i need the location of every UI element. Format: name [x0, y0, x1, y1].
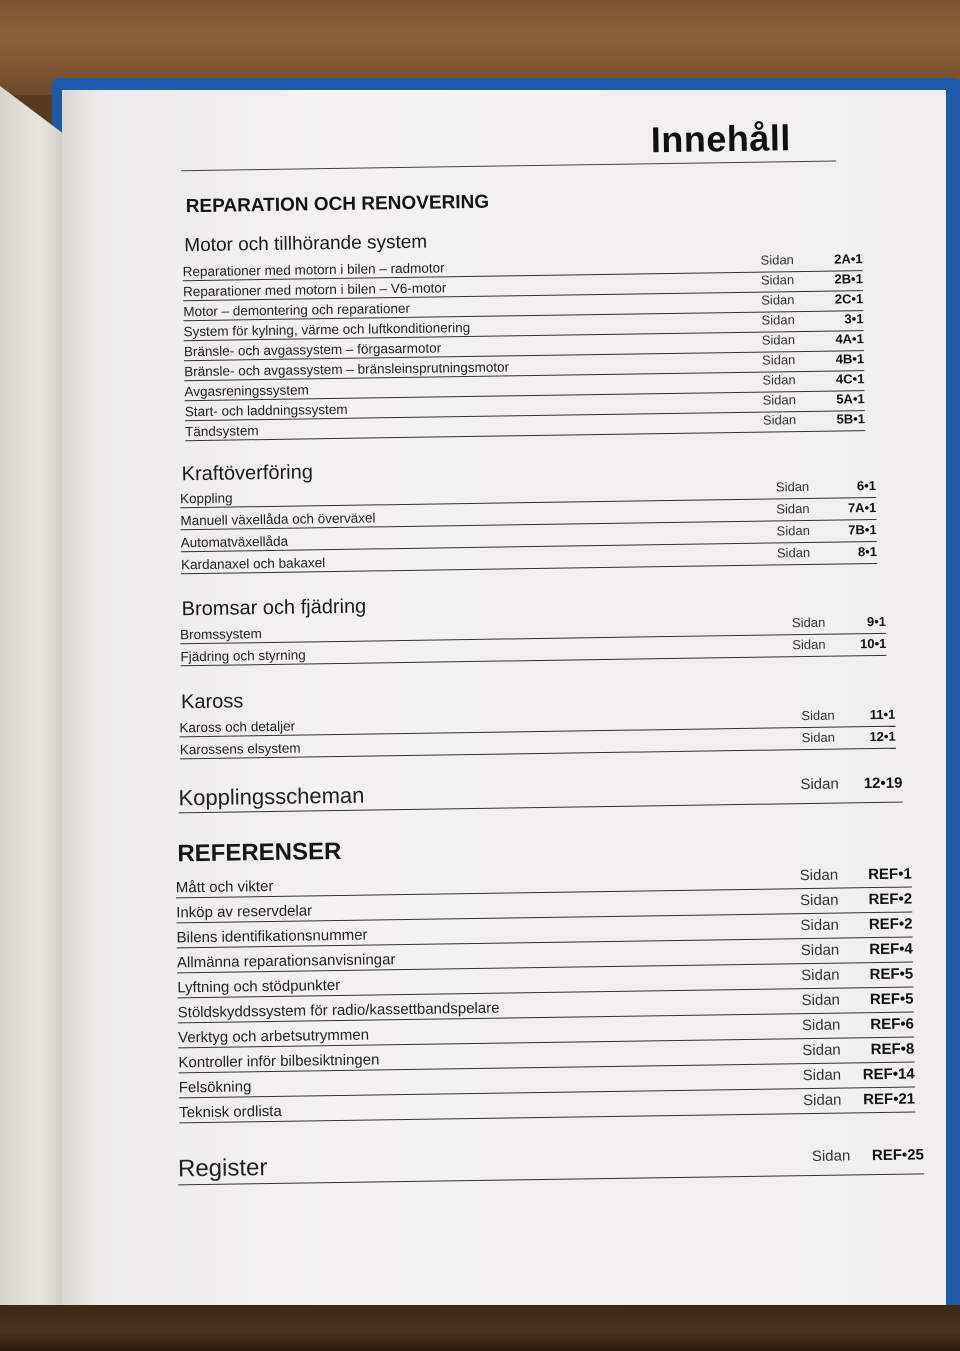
entry-label: Motor – demontering och reparationer: [183, 300, 411, 320]
sidan-label: Sidan: [801, 991, 841, 1010]
sidan-label: Sidan: [761, 312, 795, 328]
page-number: REF•2: [868, 915, 913, 934]
page-number: 4A•1: [835, 331, 864, 347]
sidan-label: Sidan: [800, 941, 840, 960]
entry-label: Stöldskyddssystem för radio/kassettbandspelare: [177, 999, 500, 1022]
sidan-label: Sidan: [791, 614, 826, 631]
sidan-label: Sidan: [760, 272, 795, 288]
entry-label: Inköp av reservdelar: [176, 902, 313, 922]
entry-label: Tändsystem: [184, 423, 259, 440]
page-number: 7B•1: [848, 521, 877, 538]
entry-label: Start- och laddningssystem: [184, 401, 348, 420]
page-number: REF•14: [862, 1065, 915, 1084]
sidan-label: Sidan: [776, 544, 811, 561]
page-number: 2A•1: [834, 251, 863, 267]
page-number: 8•1: [857, 543, 878, 560]
entry-label: Teknisk ordlista: [179, 1102, 282, 1122]
entry-label: Bromssystem: [179, 626, 262, 643]
sidan-label: Sidan: [760, 252, 794, 268]
sidan-label: Sidan: [761, 352, 796, 368]
entry-label: Kaross och detaljer: [179, 718, 296, 736]
entry-label: Reparationer med motorn i bilen – radmotor: [182, 260, 445, 280]
group-heading-kraftoverforing: Kraftöverföring: [181, 461, 314, 486]
sidan-label: Sidan: [799, 866, 839, 885]
sidan-label: Sidan: [801, 1016, 841, 1035]
sidan-label: Sidan: [761, 332, 796, 348]
entry-label: Bilens identifikationsnummer: [176, 926, 368, 947]
sidan-label: Sidan: [800, 916, 839, 935]
entry-label: Karossens elsystem: [179, 740, 301, 758]
sidan-label: Sidan: [761, 292, 795, 308]
entry-label: Register: [177, 1154, 268, 1183]
entry-label: Manuell växellåda och överväxel: [180, 510, 376, 529]
sidan-label: Sidan: [801, 729, 836, 746]
page-number: 5A•1: [836, 391, 865, 407]
page-number: REF•4: [869, 940, 913, 959]
entry-label: Verktyg och arbetsutrymmen: [177, 1026, 370, 1047]
sidan-label: Sidan: [762, 392, 797, 408]
page-number: 9•1: [866, 613, 887, 630]
sidan-label: Sidan: [799, 891, 839, 910]
book-page: [62, 90, 946, 1308]
sidan-label: Sidan: [811, 1147, 851, 1165]
toc-entry-register[interactable]: [178, 1139, 924, 1185]
entry-label: Allmänna reparationsanvisningar: [176, 951, 396, 972]
entry-label: Kopplingsscheman: [178, 782, 365, 811]
page-number: REF•5: [869, 965, 914, 984]
page-number: REF•21: [863, 1090, 916, 1109]
entry-label: Bränsle- och avgassystem – förgasarmotor: [183, 340, 442, 360]
page-number: 10•1: [859, 635, 887, 652]
page-number: 12•19: [863, 774, 903, 793]
page-number: 3•1: [844, 311, 864, 327]
page-number: REF•8: [870, 1040, 915, 1059]
entry-label: Reparationer med motorn i bilen – V6-motor: [182, 280, 447, 300]
sidan-label: Sidan: [792, 636, 826, 653]
table-surface-bottom: [0, 1305, 960, 1351]
sidan-label: Sidan: [762, 412, 797, 428]
page-number: REF•6: [870, 1015, 915, 1034]
page-number: REF•2: [868, 890, 913, 909]
sidan-label: Sidan: [776, 500, 810, 517]
sidan-label: Sidan: [801, 966, 840, 985]
entry-label: Koppling: [179, 490, 233, 507]
section-heading-reparation: REPARATION OCH RENOVERING: [185, 191, 490, 218]
sidan-label: Sidan: [802, 1041, 841, 1060]
entry-label: Lyftning och stödpunkter: [177, 976, 341, 997]
page-number: REF•25: [871, 1146, 925, 1165]
sidan-label: Sidan: [802, 1066, 842, 1085]
group-heading-bromsar: Bromsar och fjädring: [181, 595, 367, 621]
entry-label: Mått och vikter: [175, 877, 274, 897]
page-number: 4C•1: [835, 371, 865, 387]
group-heading-motor: Motor och tillhörande system: [184, 231, 428, 257]
entry-label: Fjädring och styrning: [180, 647, 306, 665]
page-number: 5B•1: [836, 411, 866, 427]
sidan-label: Sidan: [800, 775, 839, 794]
page-number: 2C•1: [834, 291, 864, 307]
entry-label: Felsökning: [178, 1078, 252, 1097]
page-number: 12•1: [869, 728, 896, 745]
entry-label: Avgasreningssystem: [184, 382, 309, 400]
page-content: [62, 90, 946, 1308]
left-page-edge: [0, 86, 66, 1326]
sidan-label: Sidan: [775, 478, 810, 495]
page-number: 4B•1: [835, 351, 865, 367]
page-number: 11•1: [869, 706, 896, 723]
sidan-label: Sidan: [802, 1091, 842, 1110]
page-number: 7A•1: [847, 499, 877, 516]
sidan-label: Sidan: [776, 522, 810, 539]
entry-label: Bränsle- och avgassystem – bränsleinsprutningsmotor: [184, 359, 510, 380]
entry-label: Kardanaxel och bakaxel: [180, 555, 326, 573]
page-number: REF•5: [869, 990, 914, 1009]
sidan-label: Sidan: [762, 372, 796, 388]
page-number: REF•1: [868, 865, 912, 884]
group-heading-kaross: Kaross: [180, 690, 244, 714]
page-number: 6•1: [856, 477, 877, 494]
entry-label: System för kylning, värme och luftkonditionering: [183, 319, 471, 340]
page-title: Innehåll: [650, 117, 792, 161]
entry-label: Kontroller inför bilbesiktningen: [178, 1051, 380, 1072]
sidan-label: Sidan: [801, 707, 835, 724]
title-rule: [181, 161, 836, 172]
section-heading-referenser: REFERENSER: [177, 837, 342, 868]
toc-entry-kopplingsscheman[interactable]: [178, 772, 902, 814]
entry-label: Automatväxellåda: [180, 533, 289, 551]
page-number: 2B•1: [834, 271, 863, 287]
